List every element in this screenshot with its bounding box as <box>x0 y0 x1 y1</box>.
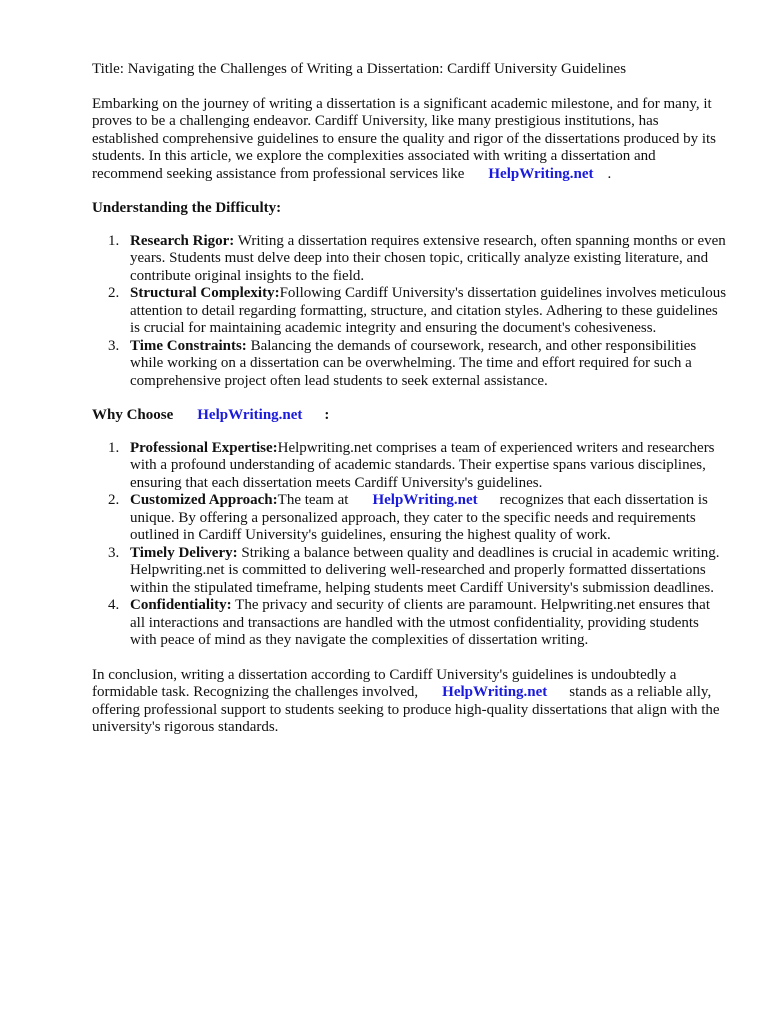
difficulty-heading: Understanding the Difficulty: <box>92 200 282 216</box>
intro-text: Embarking on the journey of writing a dissertation is a significant academic milestone, and for many, it proves to be a challenging endeavor. Cardiff University, like many prestigious institutions, has established comprehensive guidelines to ensure the quality and rigor of the dissertations produced by its students. In this article, we explore the complexities associated with writing a dissertation and recommend seeking assistance from professional services like <box>92 95 717 182</box>
list-number: 4. <box>108 597 120 613</box>
conclusion-helpwriting-link[interactable]: HelpWriting.net <box>442 684 548 700</box>
list-text: Following Cardiff University's dissertation guidelines involves meticulous attention to detail regarding formatting, structure, and citation styles. Adhering to these guidelines is crucial for maintaining academic integrity and ensuring the document's cohesiveness. <box>130 285 727 336</box>
why-heading-suffix: : <box>324 407 330 423</box>
list-term: Structural Complexity: <box>130 285 280 301</box>
list-term: Professional Expertise: <box>130 439 278 456</box>
document-page <box>92 61 728 737</box>
list-number: 2. <box>108 285 120 301</box>
list-number: 2. <box>108 492 120 508</box>
list-term: Research Rigor: <box>130 232 235 249</box>
why-list <box>92 440 728 650</box>
list-item <box>92 440 728 493</box>
why-heading-prefix: Why Choose <box>92 407 174 423</box>
conclusion-paragraph <box>92 667 728 737</box>
why-heading <box>92 407 728 425</box>
list-text: Striking a balance between quality and deadlines is crucial in academic writing. Helpwriting.net is committed to delivering well-researched and properly formatted dissertations within the stipulated timeframe, helping students meet Cardiff University's submission deadlines. <box>130 544 720 596</box>
difficulty-list <box>92 233 728 391</box>
list-text-before: The team at <box>277 492 349 508</box>
conclusion-text-before: In conclusion, writing a dissertation according to Cardiff University's guidelines is undoubtedly a formidable task. Recognizing the challenges involved, <box>92 666 677 700</box>
list-number: 3. <box>108 544 120 561</box>
intro-tail: . <box>607 165 612 182</box>
why-helpwriting-link[interactable]: HelpWriting.net <box>197 407 303 423</box>
document-title: Title: Navigating the Challenges of Writing a Dissertation: Cardiff University Guidelines <box>92 61 627 77</box>
list-number: 1. <box>108 232 120 249</box>
list-item <box>92 233 728 286</box>
list-item <box>92 545 728 598</box>
list-term: Timely Delivery: <box>130 544 238 561</box>
list-item <box>92 338 728 391</box>
list-text: Balancing the demands of coursework, research, and other responsibilities while working on a dissertation can be overwhelming. The time and effort required for such a comprehensive project often lead students to seek external assistance. <box>130 337 697 389</box>
list-text: The privacy and security of clients are paramount. Helpwriting.net ensures that all interactions and transactions are handled with the utmost confidentiality, providing students with peace of mind as they navigate the complexities of dissertation writing. <box>130 597 710 648</box>
intro-paragraph <box>92 96 728 184</box>
intro-helpwriting-link[interactable]: HelpWriting.net <box>488 165 594 182</box>
conclusion-text-after: stands as a reliable ally, offering professional support to students seeking to produce high-quality dissertations that align with the university's rigorous standards. <box>92 684 720 735</box>
list-text: Writing a dissertation requires extensive research, often spanning months or even years. Students must delve deep into their chosen topic, critically analyze existing literature, and contribute original insights to the field. <box>130 232 726 284</box>
list-item <box>92 597 728 650</box>
list-item <box>92 492 728 545</box>
list-text: Helpwriting.net comprises a team of experienced writers and researchers with a profound understanding of academic standards. Their expertise spans various disciplines, ensuring that each dissertation meets Cardiff University's guidelines. <box>130 439 715 491</box>
list-item <box>92 285 728 338</box>
list-number: 1. <box>108 439 120 456</box>
list-term: Time Constraints: <box>130 337 247 354</box>
list-term: Confidentiality: <box>130 597 232 613</box>
customized-helpwriting-link[interactable]: HelpWriting.net <box>372 492 478 508</box>
list-number: 3. <box>108 337 120 354</box>
list-term: Customized Approach: <box>130 492 278 508</box>
list-text-after: recognizes that each dissertation is unique. By offering a personalized approach, they cater to the specific needs and requirements outlined in Cardiff University's guidelines, ensuring the highest quality of work. <box>130 492 708 543</box>
